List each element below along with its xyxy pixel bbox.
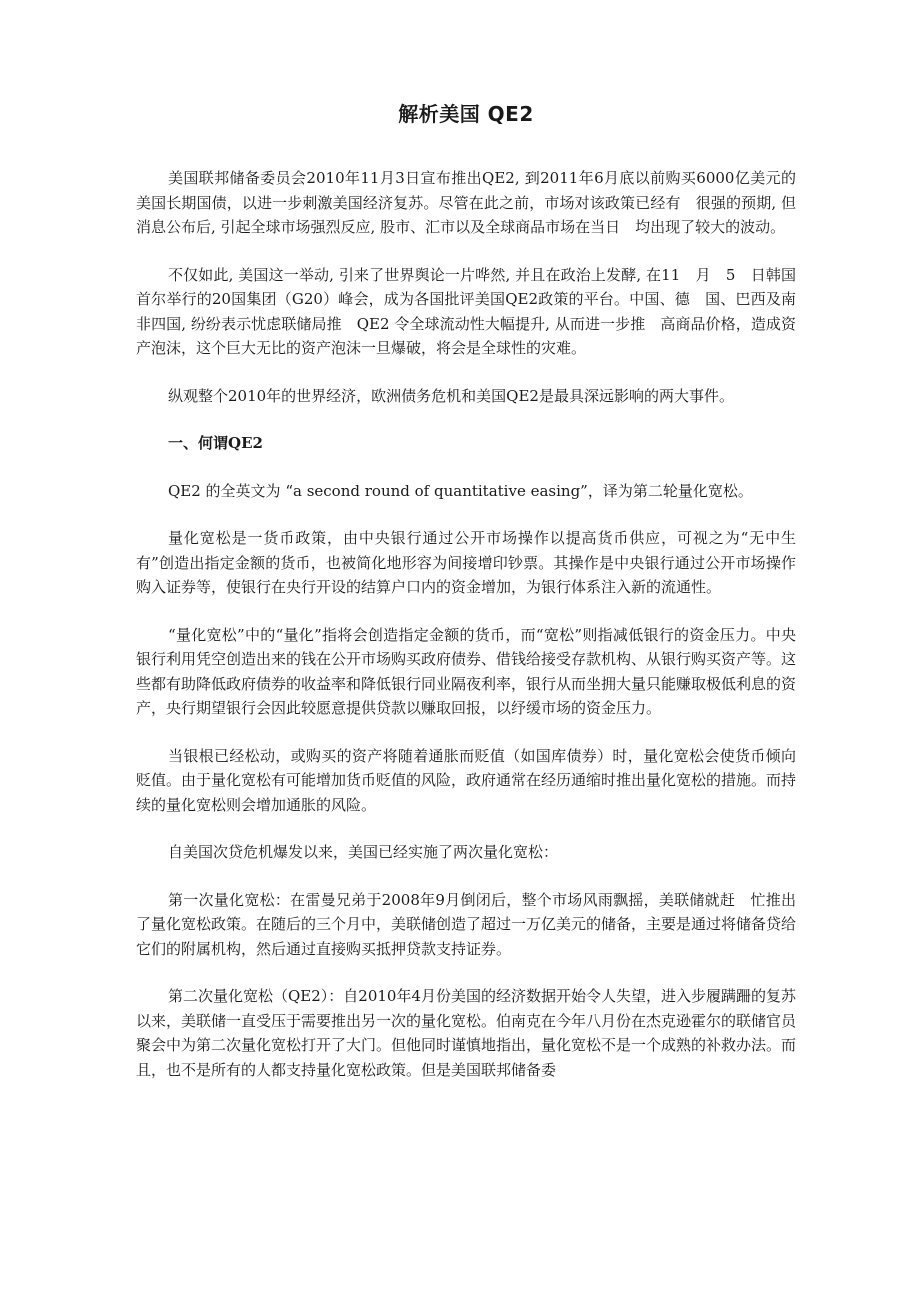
paragraph-definition: QE2 的全英文为 “a second round of quantitative easing”，译为第二轮量化宽松。 bbox=[168, 481, 753, 500]
paragraph-two-rounds: 自美国次贷危机爆发以来，美国已经实施了两次量化宽松： bbox=[168, 843, 559, 861]
paragraph-qe2: 第二次量化宽松（QE2）：自2010年4月份美国的经济数据开始令人失望，进入步履蹒跚的复苏以来，美联储一直受压于需要推出另一次的量化宽松。伯南克在今年八月份在杰克逊霍尔的联储官员聚会中为第二次量化宽松打开了大门。但他同时谨慎地指出，量化宽松不是一个成熟的补救办法。而且，也不是所有的人都支持量化宽松政策。但是美国联邦储备委 bbox=[136, 987, 797, 1079]
document-page bbox=[136, 100, 796, 1105]
section-heading: 一、何谓QE2 bbox=[168, 434, 263, 452]
paragraph-qe-risk: 当银根已经松动，或购买的资产将随着通胀而贬值（如国库债券）时，量化宽松会使货币倾向贬值。由于量化宽松有可能增加货币贬值的风险，政府通常在经历通缩时推出量化宽松的措施。而持续的量化宽松则会增加通胀的风险。 bbox=[136, 746, 797, 814]
paragraph-qe1: 第一次量化宽松：在雷曼兄弟于2008年9月倒闭后，整个市场风雨飘摇，美联储就赶 忙推出了量化宽松政策。在随后的三个月中，美联储创造了超过一万亿美元的储备，主要是通过将储备贷给它们的附属机构，然后通过直接购买抵押贷款支持证券。 bbox=[136, 890, 797, 958]
paragraph-reaction: 不仅如此, 美国这一举动, 引来了世界舆论一片哗然, 并且在政治上发酵, 在11 月 5 日韩国首尔举行的20国集团（G20）峰会，成为各国批评美国QE2政策的平台。中国、德 国、巴西及南非四国, 纷纷表示忧虑联储局推 QE2 令全球流动性大幅提升, 从而进一步推 高商品价格，造成资产泡沫，这个巨大无比的资产泡沫一旦爆破，将会是全球性的灾难。 bbox=[136, 265, 796, 357]
paragraph-qe-explanation: 量化宽松是一货币政策，由中央银行通过公开市场操作以提高货币供应，可视之为“无中生有”创造出指定金额的货币，也被简化地形容为间接增印钞票。其操作是中央银行通过公开市场操作购入证券等，使银行在央行开设的结算户口内的资金增加，为银行体系注入新的流通性。 bbox=[136, 529, 796, 596]
paragraph-qe-terms: “量化宽松”中的“量化”指将会创造指定金额的货币，而“宽松”则指减低银行的资金压力。中央银行利用凭空创造出来的钱在公开市场购买政府债券、借钱给接受存款机构、从银行购买资产等。这些都有助降低政府债券的收益率和降低银行同业隔夜利率，银行从而坐拥大量只能赚取极低利息的资产，央行期望银行会因此较愿意提供贷款以赚取回报，以纾缓市场的资金压力。 bbox=[136, 625, 797, 717]
paragraph-overview: 纵观整个2010年的世界经济，欧洲债务危机和美国QE2是最具深远影响的两大事件。 bbox=[168, 386, 734, 405]
paragraph-intro: 美国联邦储备委员会2010年11月3日宣布推出QE2, 到2011年6月底以前购买6000亿美元的美国长期国债，以进一步刺激美国经济复苏。尽管在此之前，市场对该政策已经有 很强的预期, 但消息公布后, 引起全球市场强烈反应, 股市、汇市以及全球商品市场在当日 均出现了较大的波动。 bbox=[136, 169, 796, 236]
document-title: 解析美国 QE2 bbox=[398, 102, 534, 126]
